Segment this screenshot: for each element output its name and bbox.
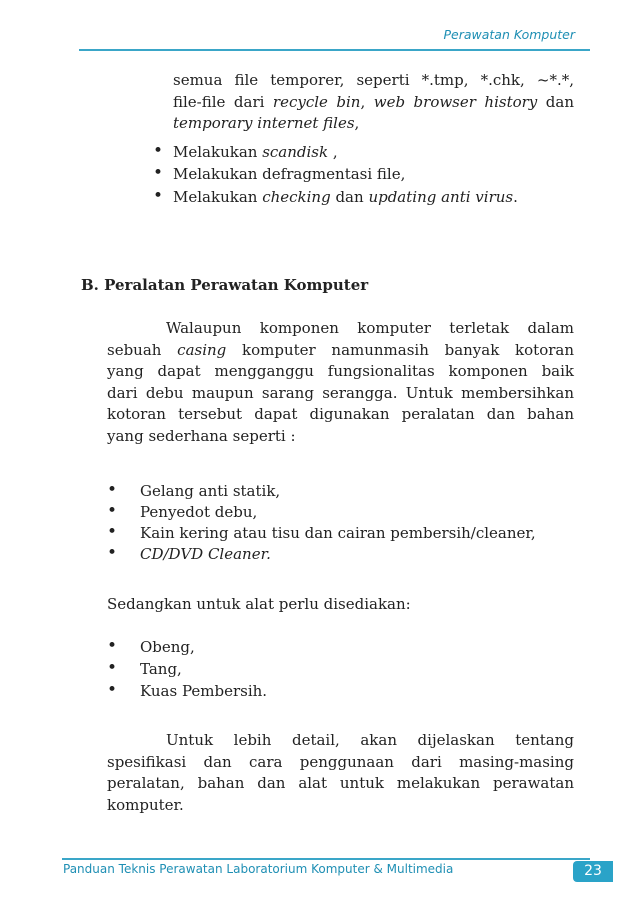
list-item: Kain kering atau tisu dan cairan pembersih/cleaner,: [140, 524, 536, 542]
footer-text: Panduan Teknis Perawatan Laboratorium Komputer & Multimedia: [63, 862, 454, 876]
bullet-icon: •: [107, 522, 118, 542]
text-line: peralatan, bahan dan alat untuk melakukan perawatan: [107, 774, 574, 792]
paragraph: Sedangkan untuk alat perlu disediakan:: [107, 595, 411, 613]
text-line: spesifikasi dan cara penggunaan dari masing-masing: [107, 752, 574, 771]
list-item: Obeng,: [140, 638, 195, 656]
top-continuation-text: [173, 70, 574, 135]
text-line: komputer.: [107, 795, 184, 814]
bullet-icon: •: [107, 501, 118, 521]
bullet-icon: •: [153, 141, 164, 161]
section-heading: B. Peralatan Perawatan Komputer: [81, 276, 369, 294]
bullet-icon: •: [107, 480, 118, 500]
list-item: Melakukan checking dan updating anti virus.: [173, 188, 518, 206]
paragraph: [107, 730, 574, 816]
text-line: Untuk lebih detail, akan dijelaskan tentang: [166, 731, 574, 749]
page-number: 23: [573, 861, 613, 882]
text-line: sebuah casing komputer namunmasih banyak kotoran: [107, 340, 574, 359]
text-line: Walaupun komponen komputer terletak dalam: [166, 319, 574, 337]
list-item: Melakukan defragmentasi file,: [173, 165, 406, 183]
text-line: kotoran tersebut dapat digunakan peralatan dan bahan: [107, 405, 574, 423]
header-title: Perawatan Komputer: [443, 27, 575, 42]
text-line: file-file dari recycle bin, web browser history dan: [173, 92, 574, 111]
footer-rule: [62, 858, 590, 860]
text-line: semua file temporer, seperti *.tmp, *.chk, ~*.*,: [173, 71, 574, 89]
list-item: Tang,: [140, 660, 182, 678]
list-item: Penyedot debu,: [140, 503, 258, 521]
bullet-icon: •: [107, 658, 118, 678]
bullet-icon: •: [153, 186, 164, 206]
bullet-icon: •: [107, 680, 118, 700]
text-line: dari debu maupun sarang serangga. Untuk membersihkan: [107, 383, 574, 402]
text-line: yang dapat mengganggu fungsionalitas komponen baik: [107, 362, 574, 380]
text-line: temporary internet files,: [173, 114, 360, 132]
list-item: Kuas Pembersih.: [140, 682, 268, 700]
header-rule: [79, 49, 590, 51]
list-item: Melakukan scandisk ,: [173, 143, 338, 161]
bullet-icon: •: [107, 636, 118, 656]
paragraph: [107, 318, 574, 447]
bullet-icon: •: [107, 543, 118, 563]
text-line: yang sederhana seperti :: [107, 426, 296, 445]
bullet-icon: •: [153, 163, 164, 183]
list-item: CD/DVD Cleaner.: [140, 545, 271, 563]
list-item: Gelang anti statik,: [140, 482, 281, 500]
